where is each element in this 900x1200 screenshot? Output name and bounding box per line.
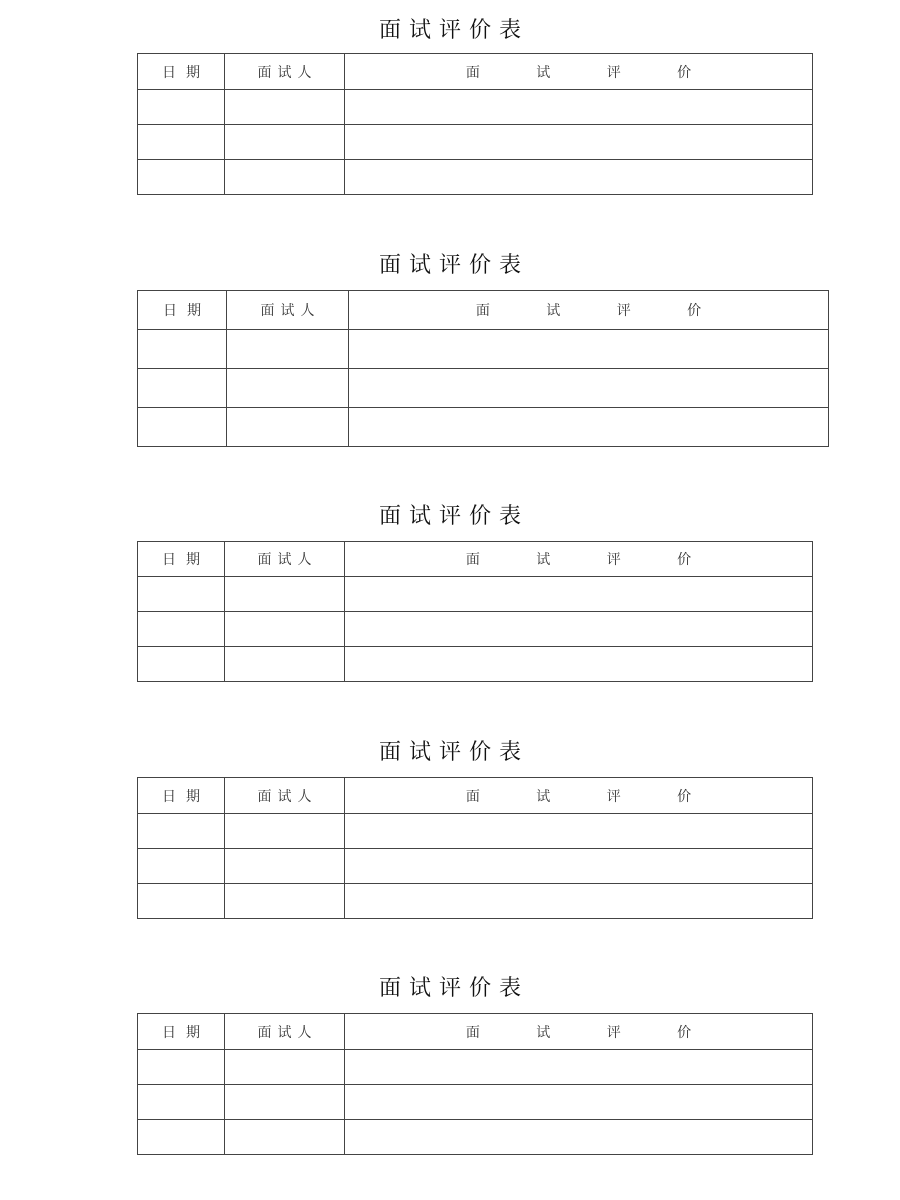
interviewer-cell[interactable]	[225, 814, 345, 849]
table-row	[138, 884, 813, 919]
table-header-row	[138, 1014, 813, 1050]
evaluation-cell[interactable]	[345, 577, 813, 612]
interviewer-cell[interactable]	[225, 90, 345, 125]
form-title: 面试评价表	[378, 253, 529, 278]
evaluation-column-header: 面 试 评 价	[345, 542, 813, 577]
interviewer-cell[interactable]	[227, 369, 349, 408]
evaluation-cell[interactable]	[345, 160, 813, 195]
interviewer-column-header: 面试人	[225, 54, 345, 90]
evaluation-table	[137, 53, 813, 195]
table-header-row	[138, 291, 829, 330]
interviewer-column-header: 面试人	[225, 1014, 345, 1050]
evaluation-column-header: 面 试 评 价	[345, 1014, 813, 1050]
date-cell[interactable]	[138, 160, 225, 195]
date-cell[interactable]	[138, 884, 225, 919]
table-header-row	[138, 778, 813, 814]
table-row	[138, 849, 813, 884]
date-cell[interactable]	[138, 408, 227, 447]
interviewer-cell[interactable]	[225, 647, 345, 682]
date-cell[interactable]	[138, 814, 225, 849]
table-row	[138, 330, 829, 369]
interviewer-cell[interactable]	[227, 408, 349, 447]
evaluation-cell[interactable]	[345, 884, 813, 919]
evaluation-table	[137, 541, 813, 682]
table-row	[138, 1085, 813, 1120]
evaluation-cell[interactable]	[349, 369, 829, 408]
table-row	[138, 408, 829, 447]
evaluation-table	[137, 290, 829, 447]
date-cell[interactable]	[138, 612, 225, 647]
evaluation-cell[interactable]	[345, 647, 813, 682]
date-cell[interactable]	[138, 849, 225, 884]
table-row	[138, 1120, 813, 1155]
date-cell[interactable]	[138, 90, 225, 125]
table-row	[138, 612, 813, 647]
interviewer-cell[interactable]	[225, 125, 345, 160]
date-column-header: 日期	[138, 778, 225, 814]
table-row	[138, 577, 813, 612]
evaluation-cell[interactable]	[345, 1050, 813, 1085]
date-column-header: 日期	[138, 291, 227, 330]
form-title: 面试评价表	[378, 504, 529, 529]
evaluation-cell[interactable]	[345, 849, 813, 884]
table-row	[138, 90, 813, 125]
interviewer-column-header: 面试人	[225, 542, 345, 577]
interviewer-column-header: 面试人	[225, 778, 345, 814]
form-title: 面试评价表	[378, 976, 529, 1001]
interviewer-cell[interactable]	[225, 849, 345, 884]
evaluation-cell[interactable]	[349, 408, 829, 447]
date-cell[interactable]	[138, 647, 225, 682]
table-row	[138, 125, 813, 160]
date-column-header: 日期	[138, 54, 225, 90]
interviewer-column-header: 面试人	[227, 291, 349, 330]
interviewer-cell[interactable]	[227, 330, 349, 369]
date-cell[interactable]	[138, 125, 225, 160]
date-cell[interactable]	[138, 1120, 225, 1155]
date-cell[interactable]	[138, 1050, 225, 1085]
interviewer-cell[interactable]	[225, 160, 345, 195]
interviewer-cell[interactable]	[225, 1120, 345, 1155]
interviewer-cell[interactable]	[225, 577, 345, 612]
interviewer-cell[interactable]	[225, 1085, 345, 1120]
form-title: 面试评价表	[378, 740, 529, 765]
date-column-header: 日期	[138, 1014, 225, 1050]
evaluation-column-header: 面 试 评 价	[345, 778, 813, 814]
date-cell[interactable]	[138, 577, 225, 612]
evaluation-cell[interactable]	[345, 125, 813, 160]
table-header-row	[138, 54, 813, 90]
evaluation-cell[interactable]	[345, 1085, 813, 1120]
interviewer-cell[interactable]	[225, 884, 345, 919]
table-row	[138, 647, 813, 682]
table-header-row	[138, 542, 813, 577]
table-row	[138, 160, 813, 195]
evaluation-cell[interactable]	[345, 814, 813, 849]
date-cell[interactable]	[138, 1085, 225, 1120]
table-row	[138, 369, 829, 408]
date-cell[interactable]	[138, 330, 227, 369]
evaluation-cell[interactable]	[349, 330, 829, 369]
date-column-header: 日期	[138, 542, 225, 577]
date-cell[interactable]	[138, 369, 227, 408]
form-title: 面试评价表	[378, 18, 529, 43]
evaluation-table	[137, 777, 813, 919]
evaluation-cell[interactable]	[345, 90, 813, 125]
evaluation-table	[137, 1013, 813, 1155]
evaluation-column-header: 面 试 评 价	[345, 54, 813, 90]
table-row	[138, 814, 813, 849]
interviewer-cell[interactable]	[225, 1050, 345, 1085]
table-row	[138, 1050, 813, 1085]
interviewer-cell[interactable]	[225, 612, 345, 647]
evaluation-cell[interactable]	[345, 1120, 813, 1155]
evaluation-cell[interactable]	[345, 612, 813, 647]
evaluation-column-header: 面 试 评 价	[349, 291, 829, 330]
